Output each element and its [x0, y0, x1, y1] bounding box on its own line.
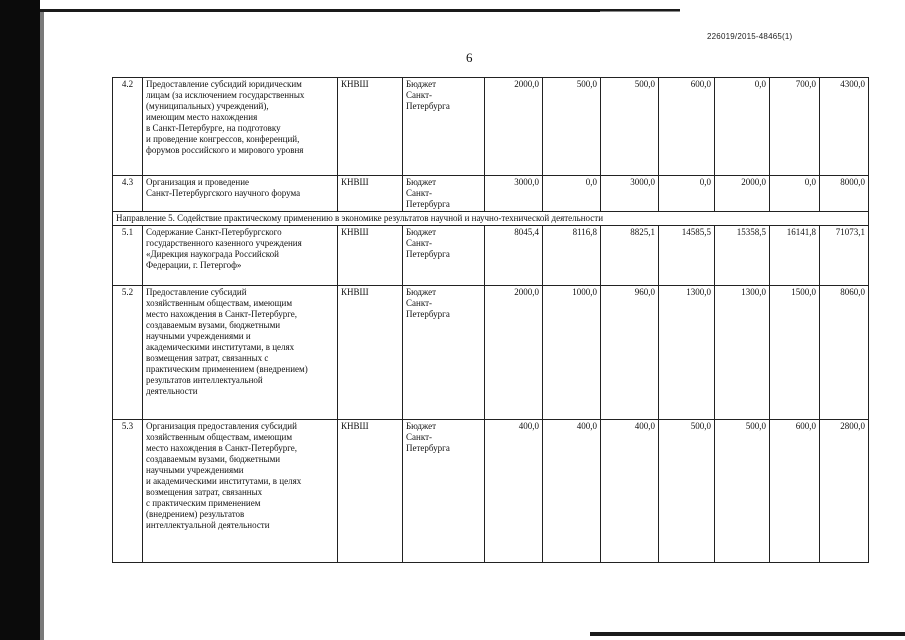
row-value: 8116,8 [543, 226, 601, 286]
row-executor: КНВШ [338, 176, 403, 212]
row-value: 500,0 [601, 78, 659, 176]
row-value: 0,0 [770, 176, 820, 212]
row-funding-source: Бюджет Санкт- Петербурга [403, 226, 485, 286]
row-total: 2800,0 [820, 420, 869, 563]
row-value: 500,0 [659, 420, 715, 563]
table-row [113, 226, 869, 286]
row-value: 500,0 [715, 420, 770, 563]
row-value: 1300,0 [659, 286, 715, 420]
row-value: 600,0 [659, 78, 715, 176]
row-value: 1000,0 [543, 286, 601, 420]
row-funding-source: Бюджет Санкт- Петербурга [403, 420, 485, 563]
program-table [112, 77, 869, 563]
row-funding-source: Бюджет Санкт- Петербурга [403, 78, 485, 176]
row-value: 2000,0 [485, 78, 543, 176]
row-value: 960,0 [601, 286, 659, 420]
row-funding-source: Бюджет Санкт- Петербурга [403, 286, 485, 420]
row-total: 8060,0 [820, 286, 869, 420]
row-executor: КНВШ [338, 420, 403, 563]
table-row [113, 176, 869, 212]
row-total: 8000,0 [820, 176, 869, 212]
row-value: 14585,5 [659, 226, 715, 286]
row-number: 5.1 [113, 226, 143, 286]
row-description: Предоставление субсидий хозяйственным обществам, имеющим место нахождения в Санкт-Петербурге, создаваемым вузами, бюджетными научными учреждениями и академическими институтами, в целях возмещения затрат, связанных с практическим применением (внедрением) результатов интеллектуальной деятельности [143, 286, 338, 420]
row-value: 400,0 [485, 420, 543, 563]
row-value: 600,0 [770, 420, 820, 563]
row-value: 2000,0 [485, 286, 543, 420]
row-number: 4.3 [113, 176, 143, 212]
document-id: 226019/2015-48465(1) [707, 32, 793, 41]
row-value: 8825,1 [601, 226, 659, 286]
table-row [113, 78, 869, 176]
row-description: Организация и проведение Санкт-Петербургского научного форума [143, 176, 338, 212]
row-value: 3000,0 [485, 176, 543, 212]
row-value: 16141,8 [770, 226, 820, 286]
row-value: 0,0 [543, 176, 601, 212]
row-value: 8045,4 [485, 226, 543, 286]
scan-shadow-left [40, 10, 44, 640]
row-value: 2000,0 [715, 176, 770, 212]
row-value: 400,0 [601, 420, 659, 563]
row-value: 3000,0 [601, 176, 659, 212]
row-executor: КНВШ [338, 78, 403, 176]
section-row [113, 212, 869, 226]
row-description: Предоставление субсидий юридическим лицам (за исключением государственных (муниципальных) учреждений), имеющим место нахождения в Санкт-Петербурге, на подготовку и проведение конгрессов, конференций, форумов российского и мирового уровня [143, 78, 338, 176]
row-value: 400,0 [543, 420, 601, 563]
scan-border-left [0, 0, 40, 640]
row-number: 5.3 [113, 420, 143, 563]
page-number: 6 [466, 50, 473, 65]
row-value: 0,0 [715, 78, 770, 176]
row-value: 1300,0 [715, 286, 770, 420]
row-value: 15358,5 [715, 226, 770, 286]
scan-border-top [40, 9, 680, 12]
row-total: 4300,0 [820, 78, 869, 176]
row-value: 500,0 [543, 78, 601, 176]
row-value: 1500,0 [770, 286, 820, 420]
table-row [113, 420, 869, 563]
row-number: 4.2 [113, 78, 143, 176]
row-executor: КНВШ [338, 286, 403, 420]
row-description: Организация предоставления субсидий хозяйственным обществам, имеющим место нахождения в Санкт-Петербурге, создаваемым вузами, бюджетными научными учреждениями и академическими институтами, в целях возмещения затрат, связанных с практическим применением (внедрением) результатов интеллектуальной деятельности [143, 420, 338, 563]
row-description: Содержание Санкт-Петербургского государственного казенного учреждения «Дирекция наукограда Российской Федерации, г. Петергоф» [143, 226, 338, 286]
row-value: 0,0 [659, 176, 715, 212]
scan-border-bottom [590, 632, 905, 636]
table-row [113, 286, 869, 420]
row-funding-source: Бюджет Санкт- Петербурга [403, 176, 485, 212]
row-executor: КНВШ [338, 226, 403, 286]
section-heading: Направление 5. Содействие практическому применению в экономике результатов научной и научно-технической деятельности [113, 212, 869, 226]
row-value: 700,0 [770, 78, 820, 176]
row-total: 71073,1 [820, 226, 869, 286]
row-number: 5.2 [113, 286, 143, 420]
scan-border-top-faint [600, 11, 680, 12]
